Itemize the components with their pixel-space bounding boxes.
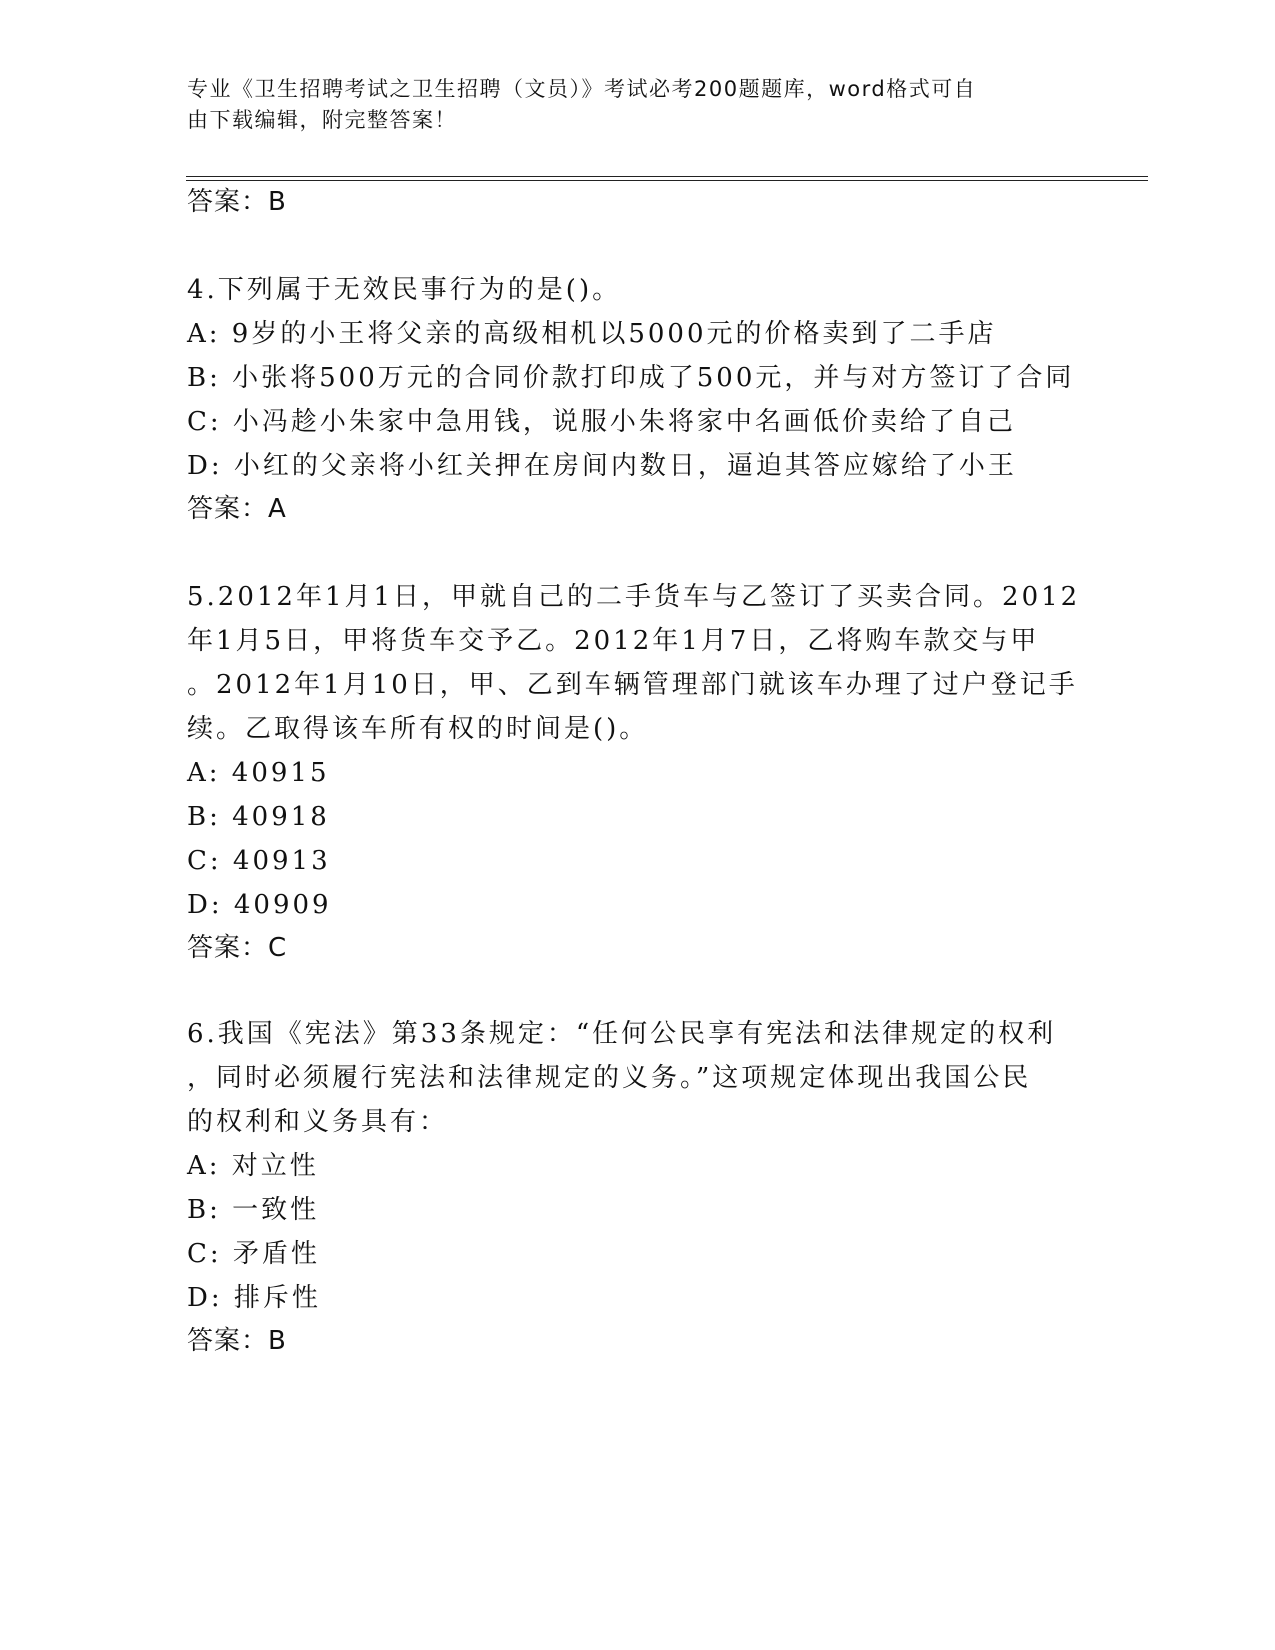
header-divider-bottom xyxy=(186,180,1148,181)
q5-option-a: A: 40915 xyxy=(187,758,330,788)
q6-stem-line-1: 6.我国《宪法》第33条规定：“任何公民享有宪法和法律规定的权利 xyxy=(187,1019,1057,1049)
q4-option-a: A: 9岁的小王将父亲的高级相机以5000元的价格卖到了二手店 xyxy=(187,319,997,349)
q6-answer: 答案：B xyxy=(187,1326,287,1356)
q6-option-b: B: 一致性 xyxy=(187,1195,320,1225)
q6-option-c: C: 矛盾性 xyxy=(187,1239,320,1269)
q5-option-c: C: 40913 xyxy=(187,846,331,876)
q5-answer: 答案：C xyxy=(187,933,288,963)
q5-stem-line-4: 续。乙取得该车所有权的时间是()。 xyxy=(187,714,649,744)
q5-option-d: D: 40909 xyxy=(187,890,332,920)
header-line-1: 专业《卫生招聘考试之卫生招聘（文员）》考试必考200题题库，word格式可自 xyxy=(187,77,977,101)
header-line-2: 由下载编辑，附完整答案！ xyxy=(187,108,457,132)
q6-option-a: A: 对立性 xyxy=(187,1151,319,1181)
q6-stem-line-3: 的权利和义务具有： xyxy=(187,1107,449,1137)
header-divider-top xyxy=(186,176,1148,177)
q5-option-b: B: 40918 xyxy=(187,802,330,832)
q4-stem: 4.下列属于无效民事行为的是()。 xyxy=(187,275,622,305)
q4-option-d: D: 小红的父亲将小红关押在房间内数日，逼迫其答应嫁给了小王 xyxy=(187,451,1017,481)
document-header xyxy=(187,74,1067,136)
q6-option-d: D: 排斥性 xyxy=(187,1283,321,1313)
q5-stem-line-1: 5.2012年1月1日，甲就自己的二手货车与乙签订了买卖合同。2012 xyxy=(187,582,1081,612)
q5-stem-line-3: 。2012年1月10日，甲、乙到车辆管理部门就该车办理了过户登记手 xyxy=(187,670,1078,700)
q4-option-b: B: 小张将500万元的合同价款打印成了500元，并与对方签订了合同 xyxy=(187,363,1075,393)
q4-option-c: C: 小冯趁小朱家中急用钱，说服小朱将家中名画低价卖给了自己 xyxy=(187,407,1016,437)
q6-stem-line-2: ，同时必须履行宪法和法律规定的义务。”这项规定体现出我国公民 xyxy=(187,1063,1032,1093)
q5-stem-line-2: 年1月5日，甲将货车交予乙。2012年1月7日，乙将购车款交与甲 xyxy=(187,626,1040,656)
q4-answer: 答案：A xyxy=(187,494,287,524)
answer-prev: 答案：B xyxy=(187,187,287,217)
